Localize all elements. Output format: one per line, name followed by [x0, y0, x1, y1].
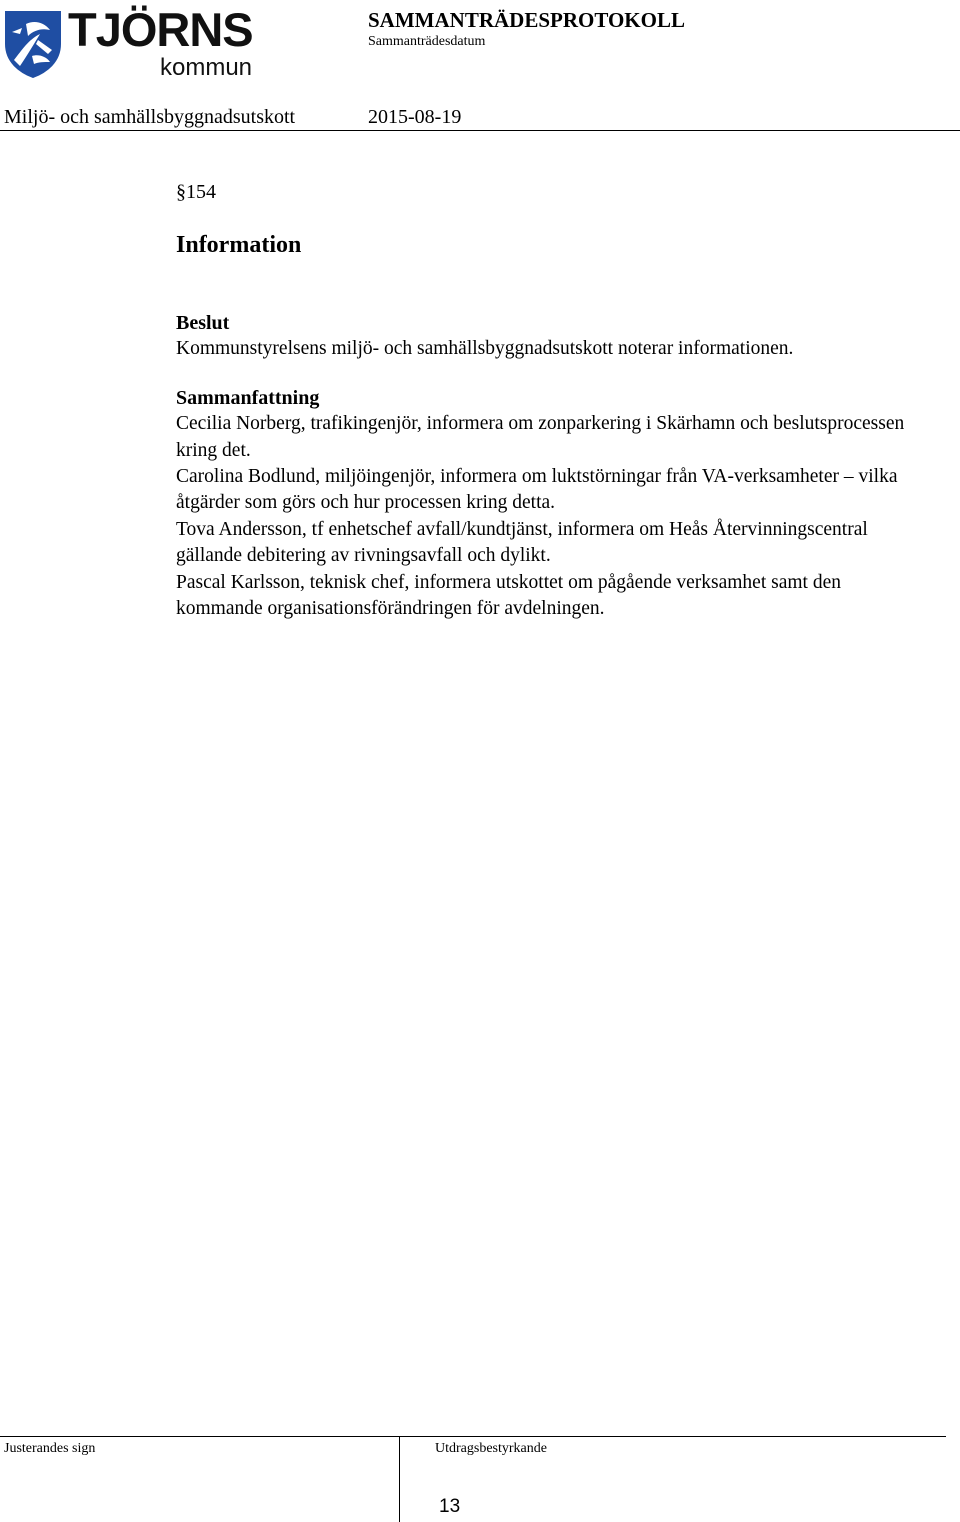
section-number: §154 [176, 181, 216, 203]
logo-subtitle: kommun [160, 54, 253, 81]
section-number-value: 154 [186, 181, 216, 203]
decision-block [176, 310, 928, 363]
decision-heading: Beslut [176, 312, 230, 334]
logo-name: TJÖRNS [68, 3, 253, 56]
certification-label: Utdragsbestyrkande [435, 1441, 547, 1456]
summary-paragraph: Carolina Bodlund, miljöingenjör, informera om luktstörningar från VA-verksamheter – vilka åtgärder som görs och hur processen kring detta. [176, 466, 898, 514]
summary-paragraph: Pascal Karlsson, teknisk chef, informera utskottet om pågående verksamhet samt den kommande organisationsförändringen för avdelningen. [176, 571, 841, 620]
page-number: 13 [439, 1496, 461, 1517]
header-divider [0, 130, 960, 131]
signature-label: Justerandes sign [4, 1441, 96, 1456]
municipality-logo [4, 3, 266, 82]
summary-block [176, 385, 928, 623]
committee-name: Miljö- och samhällsbyggnadsutskott [4, 106, 296, 128]
document-title: SAMMANTRÄDESPROTOKOLL [368, 8, 685, 32]
municipal-shield-icon [4, 10, 62, 78]
summary-paragraph: Tova Andersson, tf enhetschef avfall/kundtjänst, informera om Heås Återvinningscentral gällande debitering av rivningsavfall och dylikt. [176, 518, 868, 567]
summary-heading: Sammanfattning [176, 386, 320, 409]
footer-column-divider [399, 1436, 400, 1522]
meeting-date: 2015-08-19 [368, 106, 462, 128]
footer-divider [0, 1436, 946, 1437]
decision-text: Kommunstyrelsens miljö- och samhällsbyggnadsutskott noterar informationen. [176, 338, 794, 360]
document-subtitle: Sammanträdesdatum [368, 34, 486, 49]
protocol-section [176, 178, 928, 622]
summary-paragraph: Cecilia Norberg, trafikingenjör, informera om zonparkering i Skärhamn och beslutsprocessen kring det. [176, 413, 905, 461]
section-title: Information [176, 232, 302, 258]
